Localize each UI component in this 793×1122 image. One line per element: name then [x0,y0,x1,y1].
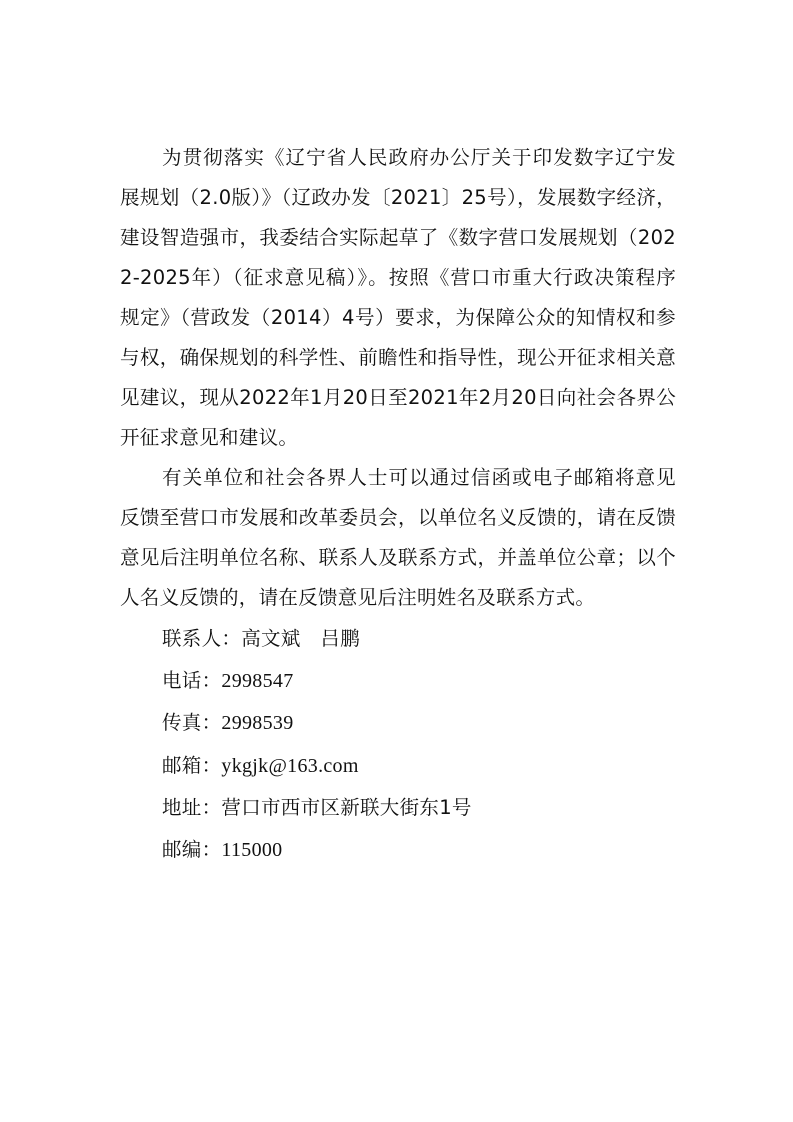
postcode-label: 邮编： [162,837,222,861]
phone-value: 2998547 [221,669,294,692]
fax-value: 2998539 [221,712,294,734]
email-line [162,745,676,788]
address-value: 营口市西市区新联大街东1号 [221,796,472,819]
paragraph-notice-intro: 为贯彻落实《辽宁省人民政府办公厅关于印发数字辽宁发展规划（2.0版）》（辽政办发〔2021〕25号），发展数字经济，建设智造强市，我委结合实际起草了《数字营口发展规划（2022-2025年）（征求意见稿）》。按照《营口市重大行政决策程序规定》（营政发（2014）4号）要求，为保障公众的知情权和参与权，确保规划的科学性、前瞻性和指导性，现公开征求相关意见建议，现从2022年1月20日至2021年2月20日向社会各界公开征求意见和建议。 [120,146,676,449]
fax-line [162,702,676,745]
contact-person-value: 高文斌 吕鹏 [241,627,361,650]
fax-label: 传真： [162,711,222,734]
address-line [162,787,676,829]
contact-block [120,618,676,871]
email-value: ykgjk@163.com [221,754,359,777]
postcode-line [162,829,676,872]
phone-label: 电话： [162,668,222,692]
paragraph-feedback-instructions: 有关单位和社会各界人士可以通过信函或电子邮箱将意见反馈至营口市发展和改革委员会，以单位名义反馈的，请在反馈意见后注明单位名称、联系人及联系方式，并盖单位公章；以个人名义反馈的，请在反馈意见后注明姓名及联系方式。 [120,466,676,609]
email-label: 邮箱： [162,753,222,777]
contact-person-label: 联系人： [162,627,242,650]
contact-person-line [162,618,676,660]
address-label: 地址： [162,796,222,819]
document-page [120,138,676,871]
postcode-value: 115000 [221,838,283,861]
phone-line [162,660,676,703]
